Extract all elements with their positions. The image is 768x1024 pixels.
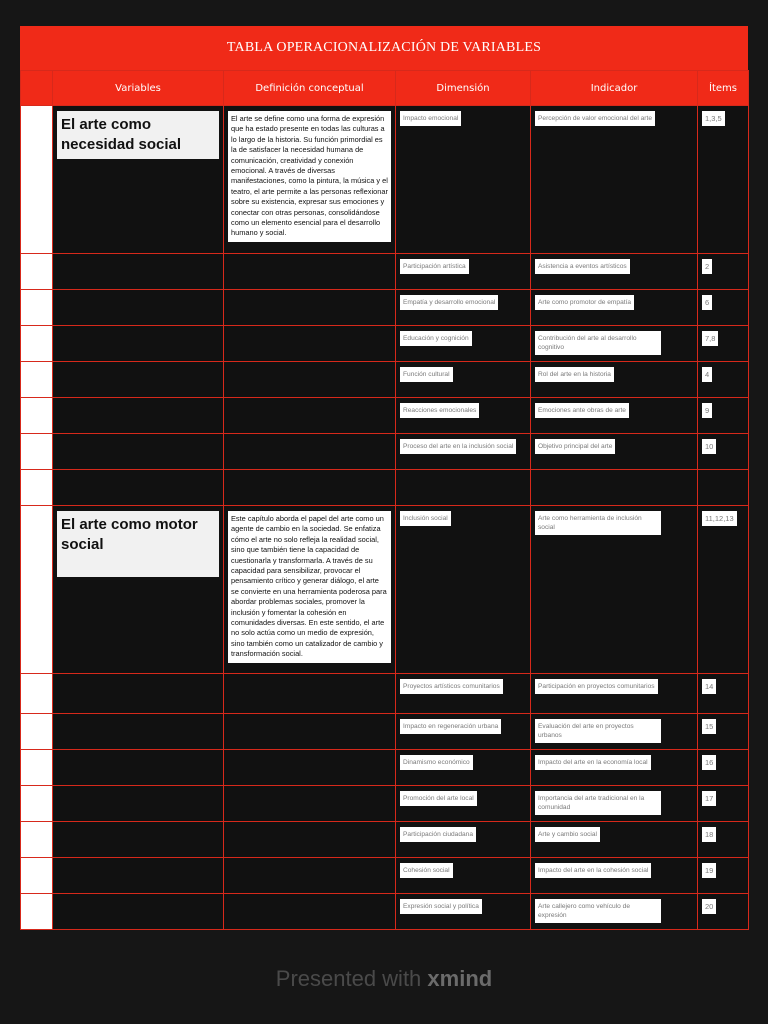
dimension-tag[interactable]: Participación ciudadana: [400, 827, 476, 842]
table-row: [21, 470, 749, 506]
items-tag[interactable]: 14: [702, 679, 716, 694]
table-row: [21, 326, 749, 362]
table-row: [21, 750, 749, 786]
definition-cell: [224, 858, 396, 894]
indicator-cell: [531, 786, 698, 822]
items-cell: [698, 434, 749, 470]
items-cell: [698, 398, 749, 434]
table-body: [21, 106, 749, 930]
items-tag[interactable]: 6: [702, 295, 712, 310]
indicator-tag[interactable]: Percepción de valor emocional del arte: [535, 111, 655, 126]
indicator-tag[interactable]: Impacto del arte en la cohesión social: [535, 863, 651, 878]
variable-cell: [53, 822, 224, 858]
variable-cell: [53, 750, 224, 786]
variable-cell: [53, 362, 224, 398]
variable-cell: [53, 894, 224, 930]
table-row: [21, 290, 749, 326]
indicator-cell: [531, 822, 698, 858]
definition-cell: [224, 714, 396, 750]
indicator-tag[interactable]: Emociones ante obras de arte: [535, 403, 629, 418]
variable-cell: [53, 786, 224, 822]
items-cell: [698, 714, 749, 750]
table-row: [21, 858, 749, 894]
variable-cell: [53, 434, 224, 470]
definition-cell: [224, 362, 396, 398]
dimension-tag[interactable]: Promoción del arte local: [400, 791, 477, 806]
variable-cell: [53, 506, 224, 674]
variable-cell: [53, 254, 224, 290]
indicator-cell: [531, 362, 698, 398]
dimension-tag[interactable]: Participación artística: [400, 259, 469, 274]
footer-prefix: Presented with: [275, 966, 422, 991]
variable-cell: [53, 714, 224, 750]
dimension-cell: [396, 326, 531, 362]
items-cell: [698, 786, 749, 822]
definition-cell: [224, 786, 396, 822]
row-index-cell: [21, 750, 53, 786]
dimension-tag[interactable]: Empatía y desarrollo emocional: [400, 295, 498, 310]
definition-cell: [224, 750, 396, 786]
variable-name[interactable]: El arte como motor social: [57, 511, 219, 577]
items-cell: [698, 858, 749, 894]
definition-cell: [224, 398, 396, 434]
header-indicator: Indicador: [531, 71, 698, 106]
items-cell: [698, 750, 749, 786]
items-cell: [698, 894, 749, 930]
indicator-cell: [531, 470, 698, 506]
xmind-brand: xmind: [427, 966, 493, 991]
dimension-cell: [396, 254, 531, 290]
definition-cell: [224, 674, 396, 714]
variable-cell: [53, 106, 224, 254]
indicator-tag[interactable]: Importancia del arte tradicional en la comunidad: [535, 791, 661, 815]
dimension-tag[interactable]: Expresión social y política: [400, 899, 482, 914]
dimension-cell: [396, 506, 531, 674]
table-row: [21, 674, 749, 714]
indicator-cell: [531, 398, 698, 434]
items-cell: [698, 106, 749, 254]
items-tag[interactable]: 10: [702, 439, 716, 454]
definition-cell: [224, 506, 396, 674]
table-title: TABLA OPERACIONALIZACIÓN DE VARIABLES: [20, 26, 748, 70]
dimension-cell: [396, 434, 531, 470]
row-index-cell: [21, 434, 53, 470]
definition-cell: [224, 470, 396, 506]
row-index-cell: [21, 858, 53, 894]
items-cell: [698, 674, 749, 714]
dimension-cell: [396, 786, 531, 822]
definition-cell: [224, 822, 396, 858]
header-row: [21, 71, 749, 106]
header-definition: Definición conceptual: [224, 71, 396, 106]
row-index-cell: [21, 470, 53, 506]
indicator-cell: [531, 858, 698, 894]
dimension-tag[interactable]: Proceso del arte en la inclusión social: [400, 439, 516, 454]
variable-cell: [53, 290, 224, 326]
indicator-tag[interactable]: Arte como promotor de empatía: [535, 295, 634, 310]
header-variables: Variables: [53, 71, 224, 106]
variable-cell: [53, 398, 224, 434]
items-tag[interactable]: 2: [702, 259, 712, 274]
row-index-cell: [21, 106, 53, 254]
dimension-cell: [396, 714, 531, 750]
row-index-cell: [21, 786, 53, 822]
dimension-tag[interactable]: Inclusión social: [400, 511, 451, 526]
indicator-tag[interactable]: Objetivo principal del arte: [535, 439, 615, 454]
items-tag[interactable]: 4: [702, 367, 712, 382]
definition-cell: [224, 894, 396, 930]
dimension-tag[interactable]: Función cultural: [400, 367, 453, 382]
items-cell: [698, 326, 749, 362]
definition-cell: [224, 434, 396, 470]
definition-text[interactable]: El arte se define como una forma de expresión que ha estado presente en todas las culturas a lo largo de la historia. Su función primordial es la de satisfacer la necesidad humana de comunicación, creatividad y conexión emocional. A través de diversas manifestaciones, como la pintura, la música y el teatro, el arte permite a las personas reflexionar sobre su existencia, expresar sus emociones y conectar con otras personas, consolidándose como un elemento esencial para el desarrollo humano y social.: [228, 111, 391, 242]
definition-cell: [224, 106, 396, 254]
row-index-cell: [21, 326, 53, 362]
table-row: [21, 398, 749, 434]
items-cell: [698, 822, 749, 858]
indicator-cell: [531, 434, 698, 470]
indicator-tag[interactable]: Arte callejero como vehículo de expresión: [535, 899, 661, 923]
items-cell: [698, 290, 749, 326]
row-index-cell: [21, 362, 53, 398]
indicator-cell: [531, 290, 698, 326]
items-tag[interactable]: 7,8: [702, 331, 718, 346]
header-index: [21, 71, 53, 106]
row-index-cell: [21, 398, 53, 434]
dimension-cell: [396, 290, 531, 326]
header-items: Ítems: [698, 71, 749, 106]
items-cell: [698, 254, 749, 290]
table-row: [21, 106, 749, 254]
items-cell: [698, 470, 749, 506]
table-row: [21, 254, 749, 290]
indicator-cell: [531, 326, 698, 362]
indicator-cell: [531, 506, 698, 674]
table-row: [21, 434, 749, 470]
dimension-cell: [396, 822, 531, 858]
dimension-cell: [396, 858, 531, 894]
indicator-tag[interactable]: Impacto del arte en la economía local: [535, 755, 651, 770]
variable-cell: [53, 470, 224, 506]
indicator-tag[interactable]: Asistencia a eventos artísticos: [535, 259, 630, 274]
items-tag[interactable]: 17: [702, 791, 716, 806]
row-index-cell: [21, 822, 53, 858]
variable-name[interactable]: El arte como necesidad social: [57, 111, 219, 159]
items-tag[interactable]: 19: [702, 863, 716, 878]
variables-table: [20, 70, 749, 930]
definition-cell: [224, 290, 396, 326]
dimension-tag[interactable]: Impacto en regeneración urbana: [400, 719, 501, 734]
dimension-cell: [396, 894, 531, 930]
dimension-tag[interactable]: Impacto emocional: [400, 111, 461, 126]
table-row: [21, 714, 749, 750]
definition-cell: [224, 326, 396, 362]
row-index-cell: [21, 254, 53, 290]
items-cell: [698, 506, 749, 674]
variable-cell: [53, 326, 224, 362]
items-cell: [698, 362, 749, 398]
variable-cell: [53, 858, 224, 894]
dimension-tag[interactable]: Educación y cognición: [400, 331, 472, 346]
indicator-cell: [531, 714, 698, 750]
definition-cell: [224, 254, 396, 290]
dimension-cell: [396, 362, 531, 398]
indicator-cell: [531, 106, 698, 254]
definition-text[interactable]: Este capítulo aborda el papel del arte como un agente de cambio en la sociedad. Se enfatiza cómo el arte no solo refleja la realidad social, sino que también tiene la capacidad de cuestionarla y transformarla. A través de su capacidad para sensibilizar, provocar el pensamiento crítico y generar diálogo, el arte se convierte en una herramienta poderosa para abordar problemas sociales, promover la inclusión y fomentar la cohesión en comunidades diversas. En este sentido, el arte no solo actúa como un medio de expresión, sino también como un catalizador de cambio y transformación social.: [228, 511, 391, 663]
dimension-cell: [396, 398, 531, 434]
items-tag[interactable]: 16: [702, 755, 716, 770]
indicator-tag[interactable]: Arte y cambio social: [535, 827, 600, 842]
items-tag[interactable]: 15: [702, 719, 716, 734]
table-row: [21, 506, 749, 674]
indicator-tag[interactable]: Arte como herramienta de inclusión social: [535, 511, 661, 535]
indicator-cell: [531, 894, 698, 930]
dimension-tag[interactable]: Dinamismo económico: [400, 755, 473, 770]
row-index-cell: [21, 506, 53, 674]
operationalization-sheet: [20, 26, 748, 930]
indicator-cell: [531, 750, 698, 786]
table-row: [21, 786, 749, 822]
table-row: [21, 362, 749, 398]
presented-with-footer: [0, 966, 768, 992]
dimension-tag[interactable]: Reacciones emocionales: [400, 403, 479, 418]
table-row: [21, 894, 749, 930]
indicator-tag[interactable]: Participación en proyectos comunitarios: [535, 679, 658, 694]
row-index-cell: [21, 714, 53, 750]
dimension-cell: [396, 470, 531, 506]
indicator-tag[interactable]: Contribución del arte al desarrollo cognitivo: [535, 331, 661, 355]
indicator-cell: [531, 254, 698, 290]
indicator-tag[interactable]: Rol del arte en la historia: [535, 367, 614, 382]
variable-cell: [53, 674, 224, 714]
items-tag[interactable]: 11,12,13: [702, 511, 737, 526]
table-row: [21, 822, 749, 858]
dimension-cell: [396, 674, 531, 714]
row-index-cell: [21, 290, 53, 326]
row-index-cell: [21, 674, 53, 714]
items-tag[interactable]: 1,3,5: [702, 111, 725, 126]
row-index-cell: [21, 894, 53, 930]
items-tag[interactable]: 18: [702, 827, 716, 842]
items-tag[interactable]: 20: [702, 899, 716, 914]
header-dimension: Dimensión: [396, 71, 531, 106]
dimension-cell: [396, 750, 531, 786]
dimension-cell: [396, 106, 531, 254]
indicator-tag[interactable]: Evaluación del arte en proyectos urbanos: [535, 719, 661, 743]
indicator-cell: [531, 674, 698, 714]
dimension-tag[interactable]: Proyectos artísticos comunitarios: [400, 679, 503, 694]
dimension-tag[interactable]: Cohesión social: [400, 863, 453, 878]
items-tag[interactable]: 9: [702, 403, 712, 418]
